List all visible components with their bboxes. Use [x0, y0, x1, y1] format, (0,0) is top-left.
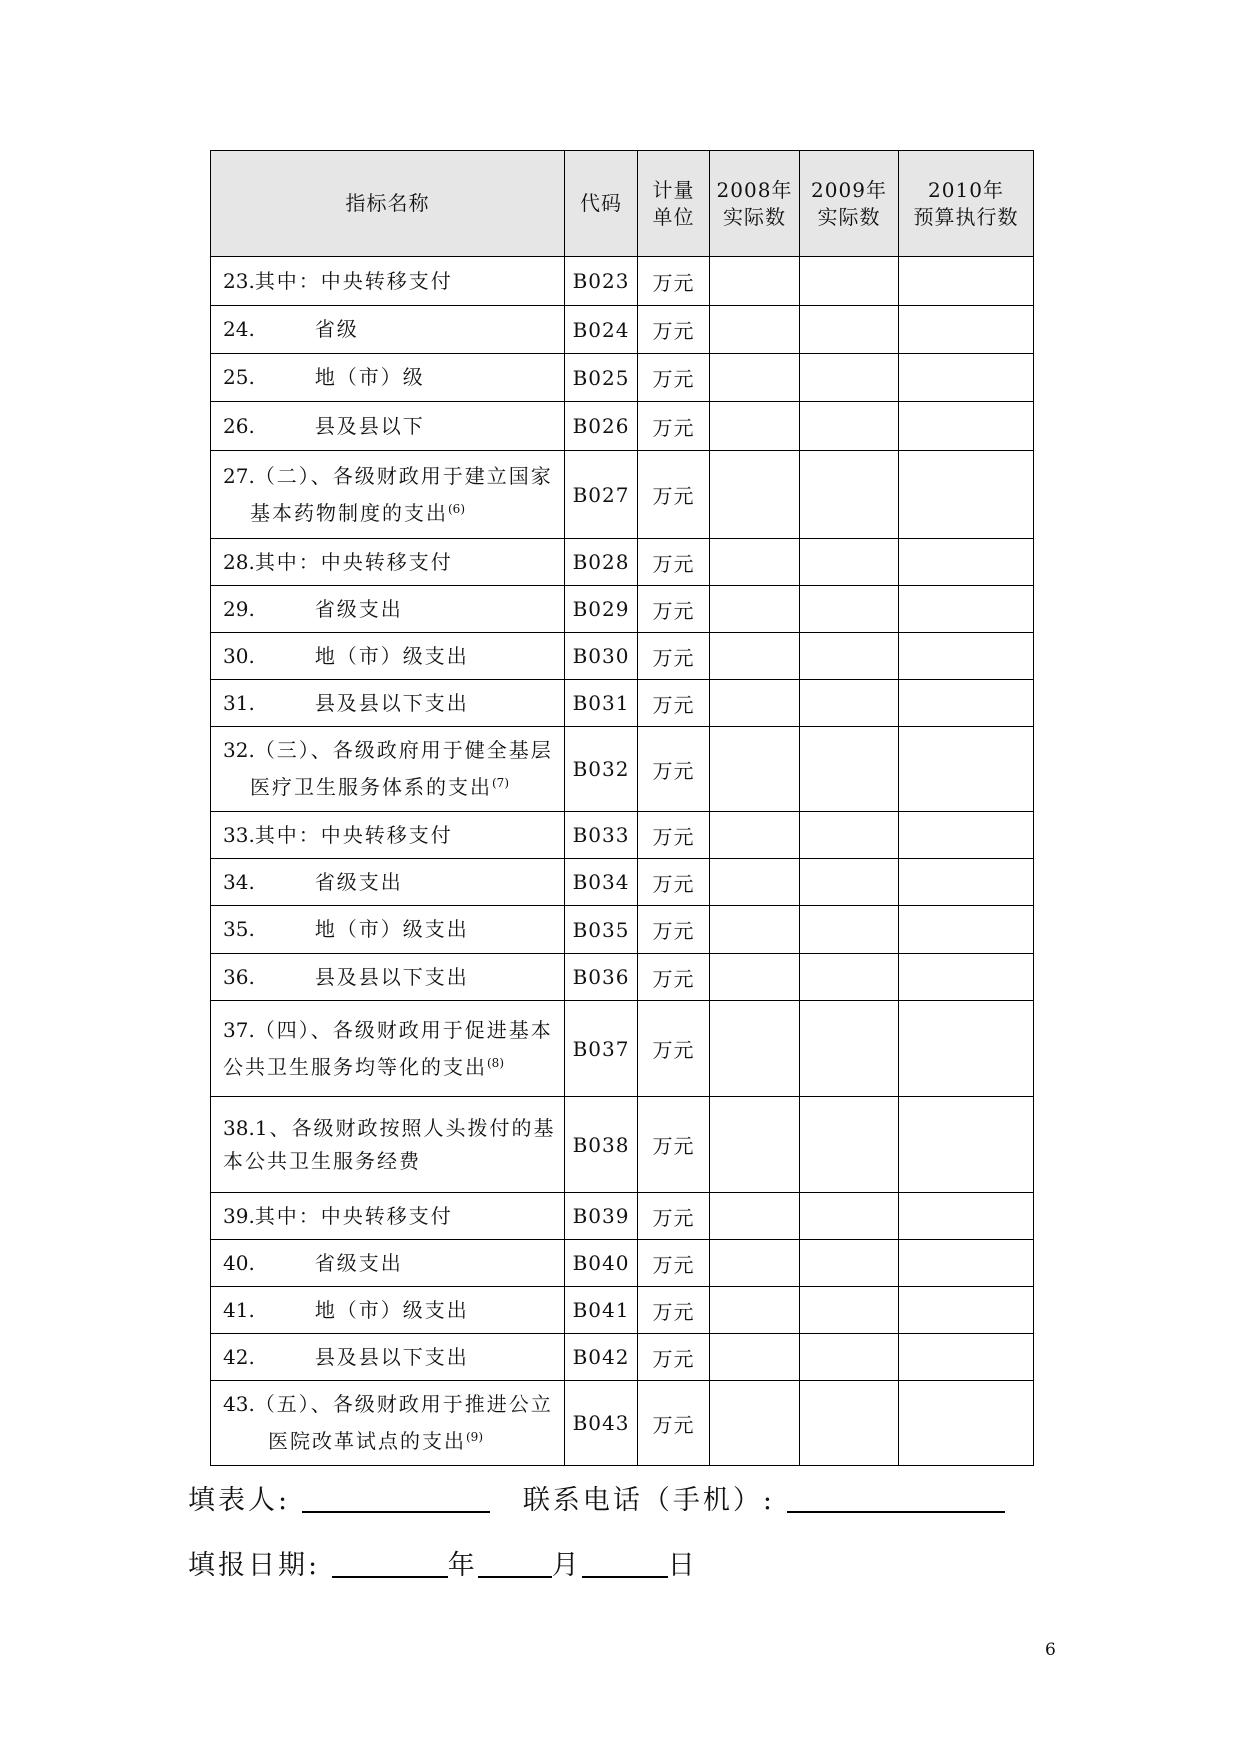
table-row — [211, 451, 1034, 539]
table-row — [211, 1240, 1034, 1287]
indicator-text-continued — [223, 1145, 556, 1178]
row-number: 27. — [223, 463, 255, 488]
indicator-text: （四）、各级财政用于促进基本 — [254, 1017, 553, 1042]
value-2008-cell[interactable] — [710, 402, 800, 451]
header-2010: 2010年 预算执行数 — [899, 151, 1034, 257]
row-number: 36. — [223, 964, 255, 989]
value-2010-cell[interactable] — [899, 954, 1034, 1001]
footnote-ref: (9) — [466, 1430, 483, 1444]
table-row — [211, 586, 1034, 633]
row-number: 42. — [223, 1344, 255, 1369]
indicator-table — [210, 150, 1034, 1466]
indicator-name-cell — [211, 539, 565, 586]
table-row — [211, 539, 1034, 586]
value-2008-cell[interactable] — [710, 1240, 800, 1287]
indicator-text: 其中：中央转移支付 — [254, 549, 453, 574]
table-row — [211, 1097, 1034, 1193]
unit-cell: 万元 — [638, 633, 710, 680]
filler-input-line[interactable] — [302, 1487, 490, 1513]
value-2010-cell[interactable] — [899, 402, 1034, 451]
header-2008: 2008年 实际数 — [710, 151, 800, 257]
table-row — [211, 633, 1034, 680]
code-cell: B032 — [565, 727, 638, 812]
value-2010-cell[interactable] — [899, 633, 1034, 680]
date-line — [188, 1543, 698, 1582]
continued-text: 基本药物制度的支出 — [250, 500, 448, 525]
row-number: 26. — [223, 413, 255, 438]
phone-input-line[interactable] — [787, 1487, 1005, 1513]
value-2010-cell[interactable] — [899, 1097, 1034, 1193]
value-2008-cell[interactable] — [710, 257, 800, 306]
value-2008-cell[interactable] — [710, 306, 800, 354]
unit-cell: 万元 — [638, 451, 710, 539]
value-2008-cell[interactable] — [710, 954, 800, 1001]
code-cell: B030 — [565, 633, 638, 680]
row-number: 40. — [223, 1250, 255, 1275]
row-number: 33. — [223, 822, 255, 847]
table-row — [211, 257, 1034, 306]
row-number: 31. — [223, 690, 255, 715]
unit-cell: 万元 — [638, 727, 710, 812]
indicator-text-continued — [223, 1047, 556, 1084]
table-row — [211, 1193, 1034, 1240]
row-number: 24. — [223, 317, 255, 341]
unit-cell: 万元 — [638, 954, 710, 1001]
header-2009: 2009年 实际数 — [800, 151, 899, 257]
unit-cell: 万元 — [638, 539, 710, 586]
indicator-name-cell — [211, 859, 565, 906]
indicator-text: 县及县以下 — [314, 413, 425, 438]
row-number: 35. — [223, 917, 255, 941]
value-2008-cell[interactable] — [710, 633, 800, 680]
value-2010-cell[interactable] — [899, 1287, 1034, 1334]
value-2009-cell[interactable] — [800, 1287, 899, 1334]
value-2008-cell[interactable] — [710, 1097, 800, 1193]
continued-text: 医疗卫生服务体系的支出 — [250, 775, 492, 799]
indicator-name-cell — [211, 812, 565, 859]
value-2010-cell[interactable] — [899, 451, 1034, 539]
value-2010-cell[interactable] — [899, 680, 1034, 727]
unit-cell: 万元 — [638, 402, 710, 451]
value-2009-cell[interactable] — [800, 906, 899, 954]
unit-cell: 万元 — [638, 1240, 710, 1287]
continued-text: 本公共卫生服务经费 — [223, 1148, 421, 1173]
indicator-text: 其中：中央转移支付 — [254, 822, 453, 847]
unit-cell: 万元 — [638, 1001, 710, 1097]
value-2010-cell[interactable] — [899, 586, 1034, 633]
indicator-name-cell — [211, 1381, 565, 1466]
value-2008-cell[interactable] — [710, 812, 800, 859]
value-2009-cell[interactable] — [800, 859, 899, 906]
value-2010-cell[interactable] — [899, 727, 1034, 812]
table-header-row — [211, 151, 1034, 257]
indicator-text-continued — [223, 493, 556, 530]
value-2008-cell[interactable] — [710, 354, 800, 402]
indicator-name-cell — [211, 1240, 565, 1287]
code-cell: B039 — [565, 1193, 638, 1240]
indicator-text: 县及县以下支出 — [314, 1344, 469, 1369]
value-2010-cell[interactable] — [899, 1193, 1034, 1240]
value-2009-cell[interactable] — [800, 1334, 899, 1381]
indicator-text: 县及县以下支出 — [314, 690, 469, 715]
value-2009-cell[interactable] — [800, 1001, 899, 1097]
row-number: 28. — [223, 549, 255, 574]
unit-cell: 万元 — [638, 1193, 710, 1240]
indicator-name-cell — [211, 680, 565, 727]
row-number: 43. — [223, 1392, 255, 1416]
unit-cell: 万元 — [638, 859, 710, 906]
indicator-text: 省级支出 — [314, 869, 403, 894]
value-2008-cell[interactable] — [710, 1193, 800, 1240]
indicator-name-cell — [211, 1287, 565, 1334]
value-2009-cell[interactable] — [800, 633, 899, 680]
value-2010-cell[interactable] — [899, 1334, 1034, 1381]
code-cell: B026 — [565, 402, 638, 451]
indicator-text: 其中：中央转移支付 — [254, 1203, 453, 1228]
day-label: 日 — [667, 1550, 698, 1581]
unit-cell: 万元 — [638, 680, 710, 727]
indicator-text: 县及县以下支出 — [314, 964, 469, 989]
value-2009-cell[interactable] — [800, 1381, 899, 1466]
row-number: 37. — [223, 1017, 255, 1042]
table-row — [211, 906, 1034, 954]
value-2010-cell[interactable] — [899, 257, 1034, 306]
code-cell: B023 — [565, 257, 638, 306]
row-number: 41. — [223, 1297, 255, 1322]
indicator-name-cell — [211, 1334, 565, 1381]
code-cell: B024 — [565, 306, 638, 354]
code-cell: B028 — [565, 539, 638, 586]
table-row — [211, 954, 1034, 1001]
row-number: 29. — [223, 596, 255, 621]
value-2010-cell[interactable] — [899, 1001, 1034, 1097]
unit-cell: 万元 — [638, 1287, 710, 1334]
table-row — [211, 1334, 1034, 1381]
unit-cell: 万元 — [638, 1381, 710, 1466]
value-2010-cell[interactable] — [899, 354, 1034, 402]
value-2009-cell[interactable] — [800, 1193, 899, 1240]
unit-cell: 万元 — [638, 354, 710, 402]
code-cell: B034 — [565, 859, 638, 906]
indicator-text: （五）、各级财政用于推进公立 — [254, 1392, 553, 1416]
value-2009-cell[interactable] — [800, 812, 899, 859]
value-2008-cell[interactable] — [710, 451, 800, 539]
value-2010-cell[interactable] — [899, 812, 1034, 859]
code-cell: B027 — [565, 451, 638, 539]
indicator-text: （二）、各级财政用于建立国家 — [254, 463, 553, 488]
row-number: 25. — [223, 365, 255, 389]
table-row — [211, 1001, 1034, 1097]
footnote-ref: (6) — [448, 501, 465, 516]
code-cell: B029 — [565, 586, 638, 633]
indicator-text: 省级 — [314, 317, 359, 341]
value-2010-cell[interactable] — [899, 906, 1034, 954]
value-2009-cell[interactable] — [800, 539, 899, 586]
indicator-text: （三）、各级政府用于健全基层 — [254, 738, 553, 762]
indicator-text: 其中：中央转移支付 — [254, 268, 453, 293]
indicator-text: 地（市）级支出 — [314, 643, 469, 668]
indicator-text-continued — [223, 1421, 556, 1458]
value-2009-cell[interactable] — [800, 451, 899, 539]
indicator-name-cell — [211, 402, 565, 451]
value-2010-cell[interactable] — [899, 1240, 1034, 1287]
indicator-text: 地（市）级支出 — [314, 917, 469, 941]
value-2009-cell[interactable] — [800, 586, 899, 633]
value-2009-cell[interactable] — [800, 402, 899, 451]
indicator-name-cell — [211, 727, 565, 812]
value-2010-cell[interactable] — [899, 859, 1034, 906]
unit-cell: 万元 — [638, 586, 710, 633]
header-code: 代码 — [565, 151, 638, 257]
table-row — [211, 812, 1034, 859]
row-number: 39. — [223, 1203, 255, 1228]
day-input-line[interactable] — [582, 1552, 668, 1578]
header-name: 指标名称 — [211, 151, 565, 257]
continued-text: 公共卫生服务均等化的支出 — [223, 1054, 487, 1079]
row-number: 34. — [223, 869, 255, 894]
indicator-name-cell — [211, 633, 565, 680]
indicator-text: 地（市）级 — [314, 365, 425, 389]
indicator-name-cell — [211, 1097, 565, 1193]
value-2010-cell[interactable] — [899, 539, 1034, 586]
continued-text: 医院改革试点的支出 — [268, 1429, 466, 1453]
code-cell: B035 — [565, 906, 638, 954]
filler-line — [188, 1478, 1005, 1517]
value-2008-cell[interactable] — [710, 1001, 800, 1097]
row-number: 30. — [223, 643, 255, 668]
table-row — [211, 859, 1034, 906]
value-2009-cell[interactable] — [800, 1097, 899, 1193]
value-2009-cell[interactable] — [800, 257, 899, 306]
indicator-name-cell — [211, 906, 565, 954]
value-2008-cell[interactable] — [710, 539, 800, 586]
value-2010-cell[interactable] — [899, 306, 1034, 354]
footnote-ref: (7) — [492, 776, 509, 790]
footnote-ref: (8) — [487, 1055, 504, 1070]
date-label: 填报日期: — [188, 1550, 321, 1581]
indicator-text-continued — [223, 767, 556, 804]
table-row — [211, 1287, 1034, 1334]
code-cell: B033 — [565, 812, 638, 859]
unit-cell: 万元 — [638, 257, 710, 306]
indicator-name-cell — [211, 451, 565, 539]
indicator-name-cell — [211, 257, 565, 306]
code-cell: B036 — [565, 954, 638, 1001]
code-cell: B042 — [565, 1334, 638, 1381]
year-input-line[interactable] — [332, 1552, 448, 1578]
code-cell: B040 — [565, 1240, 638, 1287]
row-number: 38. — [223, 1115, 255, 1140]
indicator-name-cell — [211, 1001, 565, 1097]
indicator-name-cell — [211, 354, 565, 402]
indicator-text: 地（市）级支出 — [314, 1297, 469, 1322]
table-row — [211, 727, 1034, 812]
header-unit: 计量 单位 — [638, 151, 710, 257]
value-2008-cell[interactable] — [710, 586, 800, 633]
year-label: 年 — [447, 1550, 478, 1581]
code-cell: B025 — [565, 354, 638, 402]
value-2010-cell[interactable] — [899, 1381, 1034, 1466]
value-2009-cell[interactable] — [800, 306, 899, 354]
indicator-text: 省级支出 — [314, 1250, 403, 1275]
indicator-name-cell — [211, 586, 565, 633]
page-number: 6 — [1045, 1640, 1056, 1660]
unit-cell: 万元 — [638, 306, 710, 354]
value-2009-cell[interactable] — [800, 680, 899, 727]
value-2008-cell[interactable] — [710, 1287, 800, 1334]
code-cell: B043 — [565, 1381, 638, 1466]
table-row — [211, 1381, 1034, 1466]
unit-cell: 万元 — [638, 906, 710, 954]
value-2008-cell[interactable] — [710, 1381, 800, 1466]
unit-cell: 万元 — [638, 812, 710, 859]
table-row — [211, 680, 1034, 727]
unit-cell: 万元 — [638, 1334, 710, 1381]
value-2009-cell[interactable] — [800, 1240, 899, 1287]
code-cell: B041 — [565, 1287, 638, 1334]
code-cell: B037 — [565, 1001, 638, 1097]
indicator-text: 省级支出 — [314, 596, 403, 621]
month-label: 月 — [551, 1550, 582, 1581]
code-cell: B031 — [565, 680, 638, 727]
value-2009-cell[interactable] — [800, 727, 899, 812]
value-2008-cell[interactable] — [710, 906, 800, 954]
value-2009-cell[interactable] — [800, 354, 899, 402]
indicator-name-cell — [211, 1193, 565, 1240]
unit-cell: 万元 — [638, 1097, 710, 1193]
value-2009-cell[interactable] — [800, 954, 899, 1001]
month-input-line[interactable] — [478, 1552, 552, 1578]
row-number: 23. — [223, 268, 255, 293]
table-row — [211, 354, 1034, 402]
indicator-text: 1、各级财政按照人头拨付的基 — [254, 1115, 556, 1140]
table-row — [211, 306, 1034, 354]
value-2008-cell[interactable] — [710, 680, 800, 727]
indicator-name-cell — [211, 306, 565, 354]
value-2008-cell[interactable] — [710, 859, 800, 906]
row-number: 32. — [223, 738, 255, 762]
phone-label: 联系电话（手机）: — [522, 1485, 775, 1516]
value-2008-cell[interactable] — [710, 1334, 800, 1381]
table-row — [211, 402, 1034, 451]
indicator-name-cell — [211, 954, 565, 1001]
code-cell: B038 — [565, 1097, 638, 1193]
value-2008-cell[interactable] — [710, 727, 800, 812]
filler-label: 填表人: — [188, 1485, 291, 1516]
